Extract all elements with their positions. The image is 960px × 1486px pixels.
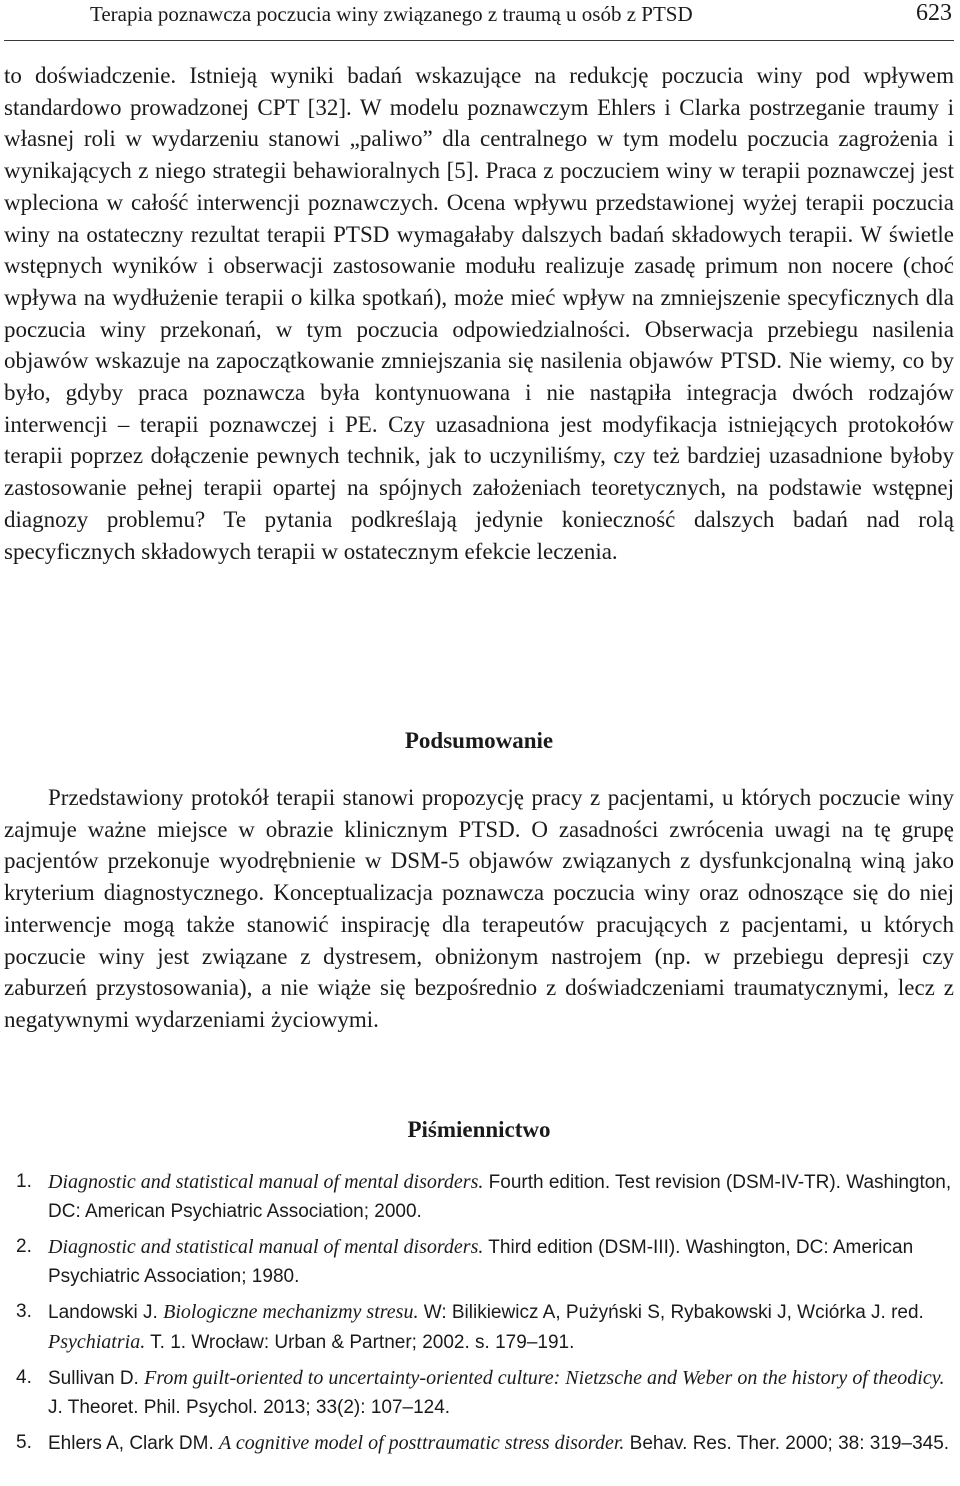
reference-text: Third edition (DSM-III). Washington, DC: American Psychiatric Association; 1980. xyxy=(48,1237,914,1287)
reference-item xyxy=(4,1364,956,1422)
reference-text: Behav. Res. Ther. 2000; 38: 319–345. xyxy=(624,1433,950,1454)
reference-text: W: Bilikiewicz A, Pużyński S, Rybakowski J, Wciórka J. red. xyxy=(418,1302,924,1323)
section-heading-summary: Podsumowanie xyxy=(404,728,554,753)
reference-text: Ehlers A, Clark DM. xyxy=(48,1433,220,1454)
reference-text: Landowski J. xyxy=(48,1302,164,1323)
reference-text: Sullivan D. xyxy=(48,1368,145,1389)
reference-title: Biologiczne mechanizmy stresu. xyxy=(163,1301,419,1323)
body-paragraph: to doświadczenie. Istnieją wyniki badań wskazujące na redukcję poczucia winy pod wpływem standardowo prowadzonej CPT [32]. W modelu poznawczym Ehlers i Clarka postrzeganie traumy i własnej roli w wydarzeniu stanowi „paliwo” dla centralnego w tym modelu poczucia zagrożenia i wynikających z niego strategii behawioralnych [5]. Praca z poczuciem winy w terapii poznawczej jest wpleciona w całość interwencji poznawczych. Ocena wpływu przedstawionej wyżej terapii poczucia winy na ostateczny rezultat terapii PTSD wymagałaby dalszych badań składowych terapii. W świetle wstępnych wyników i obserwacji zastosowanie modułu realizuje zasadę primum non nocere (choć wpływa na wydłużenie terapii o kilka spotkań), może mieć wpływ na zmniejszenie specyficznych dla poczucia winy przekonań, w tym poczucia odpowiedzialności. Obserwacja przebiegu nasilenia objawów wskazuje na zapoczątkowanie zmniejszania się nasilenia objawów PTSD. Nie wiemy, co by było, gdyby praca poznawcza była kontynuowana i nie nastąpiła integracja dwóch rodzajów interwencji – terapii poznawczej i PE. Czy uzasadniona jest modyfikacja istniejących protokołów terapii poprzez dołączenie pewnych technik, jak to uczyniliśmy, czy też bardziej uzasadnione byłoby zastosowanie pełnej terapii opartej na spójnych założeniach teoretycznych, na podstawie wstępnej diagnozy problemu? Te pytania podkreślają jedynie konieczność dalszych badań nad rolą specyficznych składowych terapii w ostatecznym efekcie leczenia. xyxy=(4,63,954,564)
journal-page xyxy=(4,0,956,1486)
page-number: 623 xyxy=(916,0,952,26)
reference-item xyxy=(4,1429,956,1459)
reference-list xyxy=(4,1168,956,1466)
reference-number: 4. xyxy=(16,1367,32,1388)
reference-item xyxy=(4,1168,956,1226)
reference-number: 2. xyxy=(16,1236,32,1257)
running-header xyxy=(4,2,954,41)
reference-number: 3. xyxy=(16,1301,32,1322)
running-title: Terapia poznawcza poczucia winy związanego z traumą u osób z PTSD xyxy=(90,2,693,26)
reference-item xyxy=(4,1233,956,1291)
reference-text: T. 1. Wrocław: Urban & Partner; 2002. s. 179–191. xyxy=(145,1331,575,1353)
summary-paragraph: Przedstawiony protokół terapii stanowi propozycję pracy z pacjentami, u których poczucie winy zajmuje ważne miejsce w obrazie klinicznym PTSD. O zasadności zwrócenia uwagi na tę grupę pacjentów przekonuje wyodrębnienie w DSM-5 objawów związanych z dysfunkcjonalną winą jako kryterium diagnostycznego. Konceptualizacja poznawcza poczucia winy oraz odnoszące się do niej interwencje mogą także stanowić inspirację dla terapeutów pracujących z pacjentami, u których poczucie winy jest związane z dystresem, obniżonym nastrojem (np. w przebiegu depresji czy zaburzeń przystosowania), a nie wiąże się bezpośrednio z doświadczeniami traumatycznymi, lecz z negatywnymi wydarzeniami życiowymi. xyxy=(4,785,954,1032)
reference-title: From guilt-oriented to uncertainty-oriented culture: Nietzsche and Weber on the history of theodicy. xyxy=(144,1367,945,1389)
reference-number: 1. xyxy=(16,1171,32,1192)
reference-text: Fourth edition. Test revision (DSM-IV-TR). Washington, DC: American Psychiatric Association; 2000. xyxy=(48,1172,952,1222)
reference-title: Diagnostic and statistical manual of mental disorders. xyxy=(48,1236,484,1258)
reference-item xyxy=(4,1298,956,1357)
reference-title: Diagnostic and statistical manual of mental disorders. xyxy=(48,1171,484,1193)
section-heading-references: Piśmiennictwo xyxy=(407,1117,551,1142)
reference-text: J. Theoret. Phil. Psychol. 2013; 33(2): 107–124. xyxy=(48,1396,451,1418)
reference-book-title: Psychiatria. xyxy=(48,1330,146,1353)
reference-title: A cognitive model of posttraumatic stress disorder. xyxy=(219,1432,625,1454)
reference-number: 5. xyxy=(16,1432,32,1453)
